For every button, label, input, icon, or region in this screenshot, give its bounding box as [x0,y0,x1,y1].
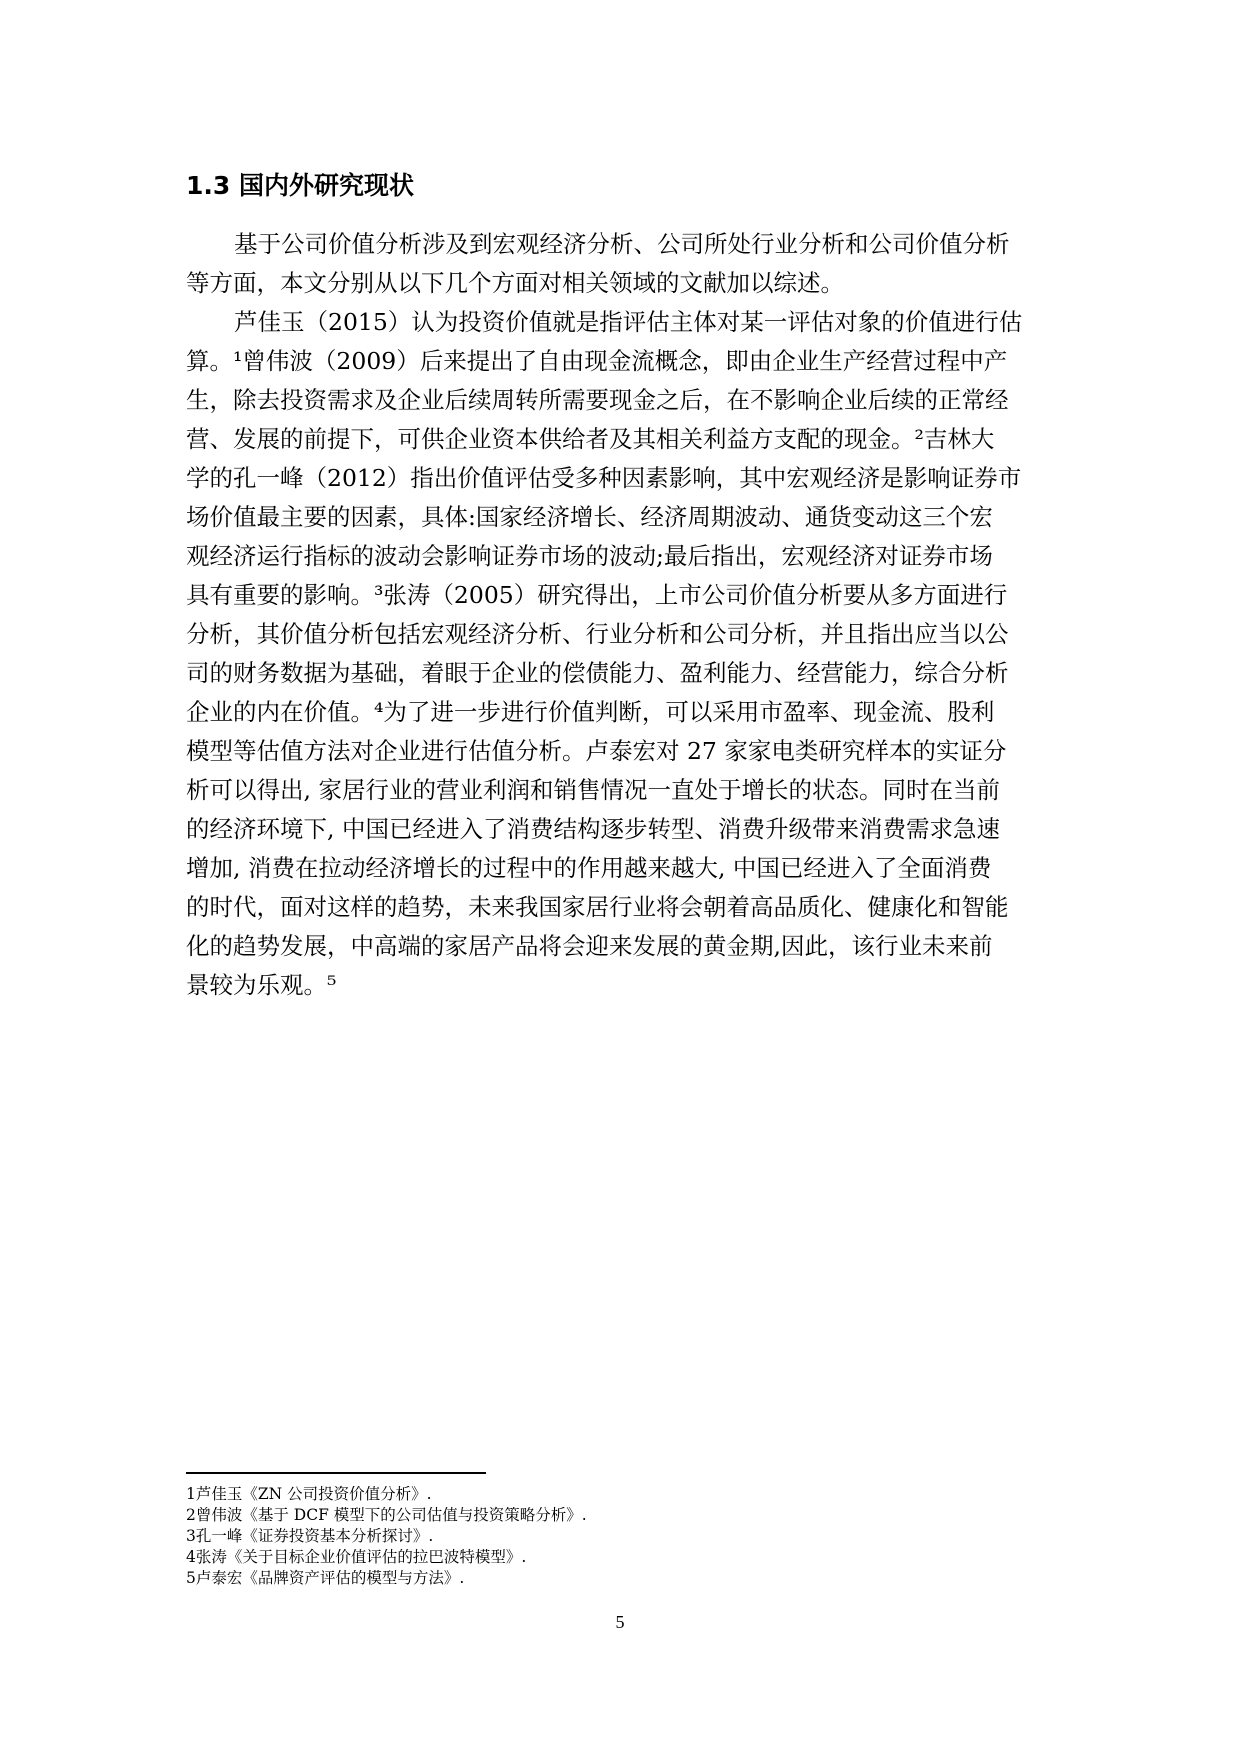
paragraph-line: 化的趋势发展，中高端的家居产品将会迎来发展的黄金期,因此，该行业未来前 [186,932,993,960]
paragraph-line: 景较为乐观。⁵ [186,971,337,999]
footnote-item: 5卢泰宏《品牌资产评估的模型与方法》. [186,1569,465,1587]
paragraph-line: 分析，其价值分析包括宏观经济分析、行业分析和公司分析，并且指出应当以公 [186,620,1009,648]
paragraph-line: 增加, 消费在拉动经济增长的过程中的作用越来越大, 中国已经进入了全面消费 [186,854,992,882]
paragraph-line: 司的财务数据为基础，着眼于企业的偿债能力、盈利能力、经营能力，综合分析 [186,659,1009,687]
section-heading: 1.3 国内外研究现状 [186,171,414,200]
paragraph-line: 模型等估值方法对企业进行估值分析。卢泰宏对 27 家家电类研究样本的实证分 [186,737,1007,765]
footnote-item: 3孔一峰《证券投资基本分析探讨》. [186,1527,434,1545]
paragraph-line: 的经济环境下, 中国已经进入了消费结构逐步转型、消费升级带来消费需求急速 [186,815,1000,843]
footnote-item: 1芦佳玉《ZN 公司投资价值分析》. [186,1485,432,1503]
footnotes-list [186,1484,986,1589]
paragraph-line: 基于公司价值分析涉及到宏观经济分析、公司所处行业分析和公司价值分析 [234,230,1010,258]
body-paragraphs [186,225,1056,1005]
footnote-separator [186,1472,486,1474]
paragraph-line: 场价值最主要的因素，具体:国家经济增长、经济周期波动、通货变动这三个宏 [186,503,993,531]
paragraph-line: 企业的内在价值。⁴为了进一步进行价值判断，可以采用市盈率、现金流、股利 [186,698,995,726]
paragraph-line: 析可以得出, 家居行业的营业利润和销售情况一直处于增长的状态。同时在当前 [186,776,1000,804]
paragraph-line: 生，除去投资需求及企业后续周转所需要现金之后，在不影响企业后续的正常经 [186,386,1009,414]
paragraph-line: 观经济运行指标的波动会影响证券市场的波动;最后指出，宏观经济对证券市场 [186,542,993,570]
paragraph-line: 学的孔一峰（2012）指出价值评估受多种因素影响，其中宏观经济是影响证券市 [186,464,1022,492]
page-number: 5 [615,1612,625,1632]
paragraph-line: 芦佳玉（2015）认为投资价值就是指评估主体对某一评估对象的价值进行估 [234,308,1023,336]
footnote-item: 4张涛《关于目标企业价值评估的拉巴波特模型》. [186,1548,527,1566]
paragraph-line: 具有重要的影响。³张涛（2005）研究得出，上市公司价值分析要从多方面进行 [186,581,1008,609]
footnote-item: 2曾伟波《基于 DCF 模型下的公司估值与投资策略分析》. [186,1506,587,1524]
paragraph-line: 的时代，面对这样的趋势，未来我国家居行业将会朝着高品质化、健康化和智能 [186,893,1009,921]
paragraph-line: 营、发展的前提下，可供企业资本供给者及其相关利益方支配的现金。²吉林大 [186,425,995,453]
paragraph-line: 等方面，本文分别从以下几个方面对相关领域的文献加以综述。 [186,269,844,297]
paragraph-line: 算。¹曾伟波（2009）后来提出了自由现金流概念，即由企业生产经营过程中产 [186,347,1008,375]
